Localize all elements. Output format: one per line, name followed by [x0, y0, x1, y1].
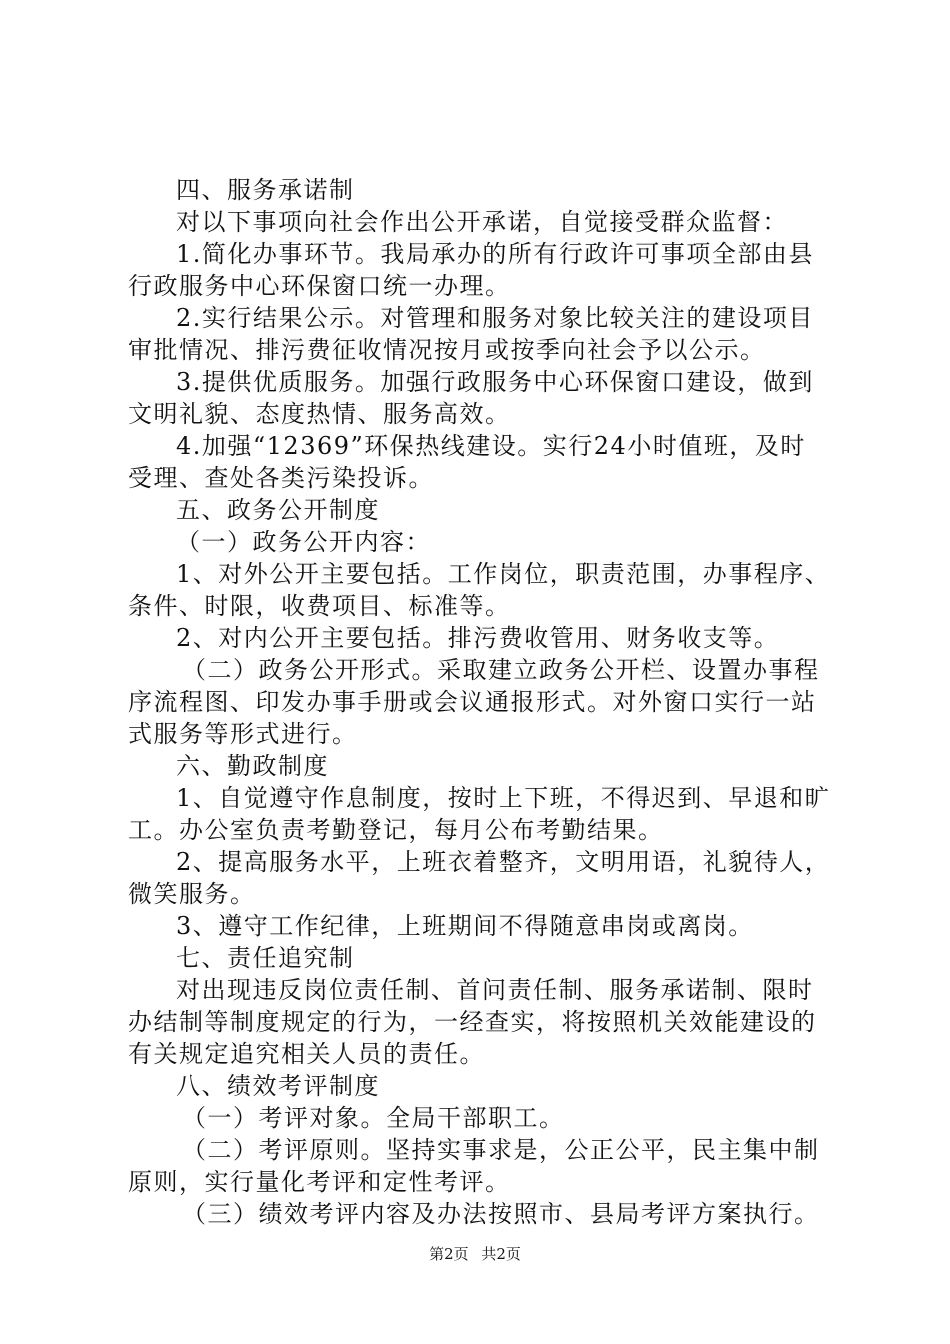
paragraph-line: 3、遵守工作纪律，上班期间不得随意串岗或离岗。	[176, 912, 754, 940]
paragraph-line: 受理、查处各类污染投诉。	[128, 464, 434, 492]
paragraph-line: 对以下事项向社会作出公开承诺，自觉接受群众监督：	[176, 208, 788, 236]
subsection-heading: （一）政务公开内容：	[176, 528, 431, 556]
paragraph-line: 4.加强“12369”环保热线建设。实行24小时值班，及时	[176, 432, 806, 460]
paragraph-line: 3.提供优质服务。加强行政服务中心环保窗口建设，做到	[176, 368, 814, 396]
section-heading-5: 五、政务公开制度	[176, 496, 380, 524]
paragraph-line: 2、对内公开主要包括。排污费收管用、财务收支等。	[176, 624, 780, 652]
paragraph-line: 条件、时限，收费项目、标准等。	[128, 592, 511, 620]
paragraph-line: 1.简化办事环节。我局承办的所有行政许可事项全部由县	[176, 240, 814, 268]
paragraph-line: 序流程图、印发办事手册或会议通报形式。对外窗口实行一站	[128, 688, 817, 716]
section-heading-7: 七、责任追究制	[176, 944, 355, 972]
paragraph-line: （一）考评对象。全局干部职工。	[182, 1104, 565, 1132]
paragraph-line: 2.实行结果公示。对管理和服务对象比较关注的建设项目	[176, 304, 814, 332]
section-heading-4: 四、服务承诺制	[176, 176, 355, 204]
page-number: 第2页	[429, 1245, 469, 1263]
paragraph-line: （二）政务公开形式。采取建立政务公开栏、设置办事程	[182, 656, 820, 684]
paragraph-line: 工。办公室负责考勤登记，每月公布考勤结果。	[128, 816, 664, 844]
paragraph-line: 文明礼貌、态度热情、服务高效。	[128, 400, 511, 428]
paragraph-line: 行政服务中心环保窗口统一办理。	[128, 272, 511, 300]
paragraph-line: （二）考评原则。坚持实事求是，公正公平，民主集中制	[182, 1136, 820, 1164]
paragraph-line: 微笑服务。	[128, 880, 256, 908]
paragraph-line: 有关规定追究相关人员的责任。	[128, 1040, 485, 1068]
paragraph-line: 对出现违反岗位责任制、首问责任制、服务承诺制、限时	[176, 976, 814, 1004]
paragraph-line: 办结制等制度规定的行为，一经查实，将按照机关效能建设的	[128, 1008, 817, 1036]
paragraph-line: 2、提高服务水平，上班衣着整齐，文明用语，礼貌待人，	[176, 848, 831, 876]
paragraph-line: 式服务等形式进行。	[128, 720, 358, 748]
section-heading-6: 六、勤政制度	[176, 752, 329, 780]
page-footer	[0, 1244, 950, 1264]
paragraph-line: 1、对外公开主要包括。工作岗位，职责范围，办事程序、	[176, 560, 831, 588]
page-total: 共2页	[481, 1245, 521, 1263]
section-heading-8: 八、绩效考评制度	[176, 1072, 380, 1100]
paragraph-line: 原则，实行量化考评和定性考评。	[128, 1168, 511, 1196]
paragraph-line: （三）绩效考评内容及办法按照市、县局考评方案执行。	[182, 1200, 820, 1228]
paragraph-line: 审批情况、排污费征收情况按月或按季向社会予以公示。	[128, 336, 766, 364]
paragraph-line: 1、自觉遵守作息制度，按时上下班，不得迟到、早退和旷	[176, 784, 831, 812]
